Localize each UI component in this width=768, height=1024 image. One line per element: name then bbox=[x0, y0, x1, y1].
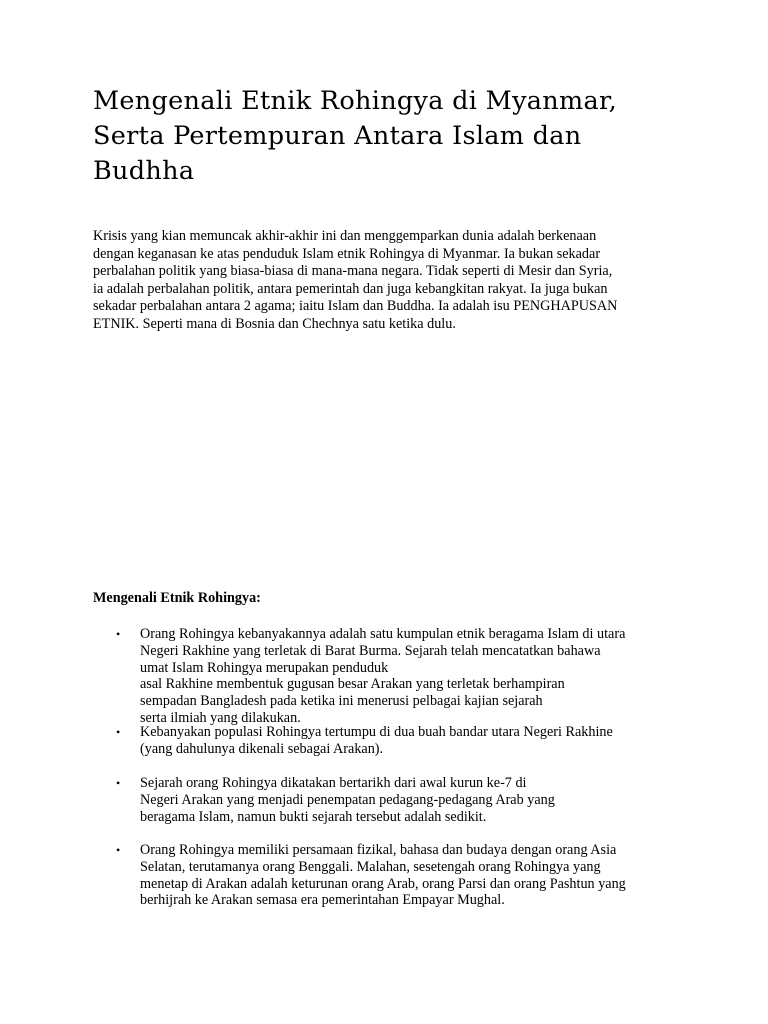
list-item-line: Orang Rohingya memiliki persamaan fizikal, bahasa dan budaya dengan orang Asia bbox=[140, 842, 617, 858]
list-item-text bbox=[140, 724, 700, 758]
list-item-line: Negeri Rakhine yang terletak di Barat Burma. Sejarah telah mencatatkan bahawa bbox=[140, 642, 601, 659]
title-line: Mengenali Etnik Rohingya di Myanmar, bbox=[93, 86, 618, 116]
article-title bbox=[93, 84, 693, 189]
list-item-line: Selatan, terutamanya orang Benggali. Malahan, sesetengah orang Rohingya yang bbox=[140, 858, 601, 875]
intro-line: ETNIK. Seperti mana di Bosnia dan Chechnya satu ketika dulu. bbox=[93, 315, 456, 332]
intro-line: perbalahan politik yang biasa-biasa di mana-mana negara. Tidak seperti di Mesir dan Syria, bbox=[93, 263, 613, 280]
title-line: Serta Pertempuran Antara Islam dan bbox=[93, 121, 582, 151]
title-line: Budhha bbox=[93, 156, 195, 186]
intro-line: dengan keganasan ke atas penduduk Islam etnik Rohingya di Myanmar. Ia bukan sekadar bbox=[93, 245, 601, 262]
list-item-line: beragama Islam, namun bukti sejarah tersebut adalah sedikit. bbox=[140, 808, 487, 825]
intro-line: sekadar perbalahan antara 2 agama; iaitu Islam dan Buddha. Ia adalah isu PENGHAPUSAN bbox=[93, 298, 618, 315]
list-item-line: Orang Rohingya kebanyakannya adalah satu kumpulan etnik beragama Islam di utara bbox=[140, 626, 626, 642]
list-item-line: berhijrah ke Arakan semasa era pemerintahan Empayar Mughal. bbox=[140, 892, 505, 909]
bullet-icon: • bbox=[116, 843, 121, 857]
bullet-icon: • bbox=[116, 725, 121, 739]
list-item-line: umat Islam Rohingya merupakan penduduk bbox=[140, 659, 389, 676]
list-item-line: serta ilmiah yang dilakukan. bbox=[140, 709, 301, 726]
list-item-line: Sejarah orang Rohingya dikatakan bertarikh dari awal kurun ke-7 di bbox=[140, 775, 527, 791]
bullet-icon: • bbox=[116, 627, 121, 641]
bullet-icon: • bbox=[116, 776, 121, 790]
list-item-line: Negeri Arakan yang menjadi penempatan pedagang-pedagang Arab yang bbox=[140, 791, 555, 808]
list-item-text bbox=[140, 775, 700, 825]
intro-line: Krisis yang kian memuncak akhir-akhir ini dan menggemparkan dunia adalah berkenaan bbox=[93, 228, 597, 244]
intro-paragraph bbox=[93, 228, 703, 334]
section-heading: Mengenali Etnik Rohingya: bbox=[93, 590, 261, 606]
list-item-line: asal Rakhine membentuk gugusan besar Arakan yang terletak berhampiran bbox=[140, 676, 565, 693]
list-item-line: sempadan Bangladesh pada ketika ini menerusi pelbagai kajian sejarah bbox=[140, 693, 543, 710]
list-item-text bbox=[140, 626, 700, 727]
list-item-line: (yang dahulunya dikenali sebagai Arakan). bbox=[140, 740, 384, 757]
intro-line: ia adalah perbalahan politik, antara pemerintah dan juga kebangkitan rakyat. Ia juga bukan bbox=[93, 280, 608, 297]
list-item-line: Kebanyakan populasi Rohingya tertumpu di dua buah bandar utara Negeri Rakhine bbox=[140, 724, 613, 740]
list-item-line: menetap di Arakan adalah keturunan orang Arab, orang Parsi dan orang Pashtun yang bbox=[140, 875, 626, 892]
list-item-text bbox=[140, 842, 700, 909]
